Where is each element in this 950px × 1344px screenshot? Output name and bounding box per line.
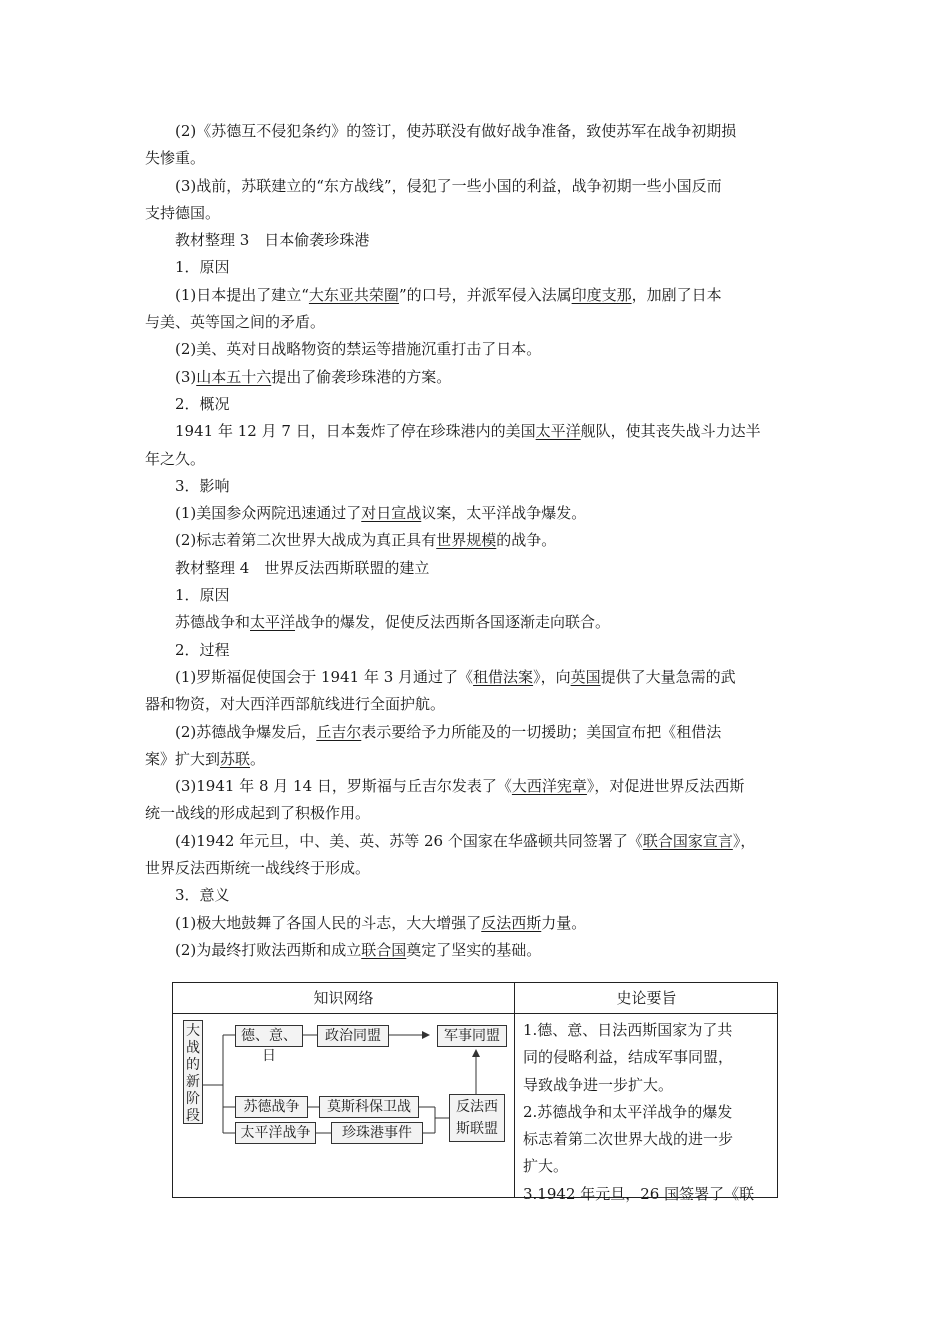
text-run: 提供了大量急需的武 [600,667,736,686]
text-run: 支持德国。 [145,203,221,222]
text-line [145,609,817,636]
text-run: (2)美、英对日战略物资的禁运等措施沉重打击了日本。 [175,340,542,359]
text-run: 1．原因 [175,258,230,277]
underlined-answer: 英国 [570,667,601,686]
text-line [145,555,817,582]
text-line [145,828,817,855]
text-line [145,882,817,909]
summary-line: 3.1942 年元旦，26 国签署了《联 [523,1184,755,1203]
text-line [145,937,817,964]
text-run: 世界反法西斯统一战线终于形成。 [145,859,371,878]
table-divider [514,983,515,1197]
text-line [145,773,817,800]
text-run: ，加剧了日本 [631,285,722,304]
underlined-answer: 太平洋 [535,422,581,441]
text-line [145,691,817,718]
summary-line: 2.苏德战争和太平洋战争的爆发 [523,1102,733,1121]
text-run: 战争的爆发，促使反法西斯各国逐渐走向联合。 [295,613,611,632]
text-run: 》，向 [533,667,571,686]
text-line [145,910,817,937]
text-line [145,282,817,309]
underlined-answer: 丘吉尔 [316,722,362,741]
text-run: 器和物资，对大西洋西部航线进行全面护航。 [145,695,446,714]
text-run: (4)1942 年元旦，中、美、英、苏等 26 个国家在华盛顿共同签署了《 [175,831,643,850]
text-line [145,418,817,445]
text-run: 议案，太平洋战争爆发。 [421,504,587,523]
text-run: 表示要给予力所能及的一切援助；美国宣布把《租借法 [361,722,722,741]
text-line [145,200,817,227]
text-line [145,500,817,527]
table-header-network: 知识网络 [313,989,374,1007]
diagram-box-moscow-defense: 莫斯科保卫战 [319,1096,419,1118]
text-run: 1941 年 12 月 7 日，日本轰炸了停在珍珠港内的美国 [175,422,536,441]
text-line [145,391,817,418]
text-run: 1．原因 [175,586,230,605]
summary-line: 同的侵略利益，结成军事同盟， [523,1048,734,1067]
knowledge-table [172,982,778,1203]
text-run: (1)美国参众两院迅速通过了 [175,504,362,523]
diagram-root: 大战的新阶段 [183,1020,203,1124]
text-line [145,637,817,664]
text-line [145,254,817,281]
diagram-box-anti-fascist-alliance: 反法西斯联盟 [449,1094,505,1142]
text-run: (1)罗斯福促使国会于 1941 年 3 月通过了《 [175,667,474,686]
text-line [145,364,817,391]
text-run: 的战争。 [496,531,557,550]
text-run: 2．过程 [175,640,230,659]
underlined-answer: 太平洋 [250,613,296,632]
text-run: 统一战线的形成起到了积极作用。 [145,804,371,823]
underlined-answer: 对日宣战 [361,504,422,523]
text-run: (2)标志着第二次世界大战成为真正具有 [175,531,437,550]
diagram-box-political-alliance: 政治同盟 [317,1025,389,1047]
text-run: 》，对促进世界反法西斯 [586,777,745,796]
text-run: (1)极大地鼓舞了各国人民的斗志，大大增强了 [175,913,482,932]
text-run: 2．概况 [175,394,230,413]
text-line [145,582,817,609]
text-line [145,118,817,145]
diagram-box-military-alliance: 军事同盟 [437,1025,507,1047]
text-line [145,527,817,554]
text-run: 教材整理 4 世界反法西斯联盟的建立 [175,558,430,577]
text-run: 奠定了坚实的基础。 [406,940,542,959]
underlined-answer: 苏联 [220,749,251,768]
text-line [145,336,817,363]
text-run: 失惨重。 [145,149,206,168]
text-run: 力量。 [541,913,587,932]
knowledge-network-diagram [173,1014,514,1198]
document-body [145,118,817,964]
text-line [145,173,817,200]
text-line [145,719,817,746]
text-run: 与美、英等国之间的矛盾。 [145,313,326,332]
underlined-answer: 租借法案 [473,667,534,686]
text-line [145,145,817,172]
summary-line: 标志着第二次世界大战的进一步 [523,1130,734,1149]
text-run: 舰队，使其丧失战斗力达半 [580,422,761,441]
underlined-answer: 世界规模 [436,531,497,550]
underlined-answer: 联合国家宣言 [642,831,733,850]
text-line [145,746,817,773]
underlined-answer: 大西洋宪章 [511,777,587,796]
text-run: ”的口号，并派军侵入法属 [398,285,572,304]
text-run: 苏德战争和 [175,613,251,632]
underlined-answer: 山本五十六 [196,367,272,386]
text-line [145,446,817,473]
summary-line: 扩大。 [523,1157,569,1176]
diagram-box-pearl-harbor: 珍珠港事件 [331,1122,423,1144]
text-run: (3)战前，苏联建立的“东方战线”，侵犯了一些小国的利益，战争初期一些小国反而 [175,176,722,195]
text-run: (2)苏德战争爆发后， [175,722,317,741]
text-run: (1)日本提出了建立“ [175,285,309,304]
text-line [145,309,817,336]
text-run: 3．意义 [175,886,230,905]
text-run: 年之久。 [145,449,206,468]
text-run: (3)1941 年 8 月 14 日，罗斯福与丘吉尔发表了《 [175,777,512,796]
diagram-box-soviet-german-war: 苏德战争 [235,1096,308,1118]
summary-line: 1.德、意、日法西斯国家为了共 [523,1021,733,1039]
text-run: 教材整理 3 日本偷袭珍珠港 [175,231,370,250]
diagram-box-pacific-war: 太平洋战争 [235,1122,316,1144]
underlined-answer: 印度支那 [571,285,632,304]
summary-line: 导致战争进一步扩大。 [523,1075,674,1094]
table-header-summary: 史论要旨 [616,989,677,1007]
text-line [145,473,817,500]
text-run: (2)为最终打败法西斯和成立 [175,940,362,959]
text-line [145,227,817,254]
text-line [145,664,817,691]
underlined-answer: 反法西斯 [481,913,542,932]
summary-cell [523,1017,773,1208]
text-run: (3) [175,367,197,386]
text-run: 案》扩大到 [145,749,221,768]
text-run: 3．影响 [175,476,230,495]
text-line [145,855,817,882]
diagram-box-axis: 德、意、日 [235,1025,303,1047]
text-line [145,800,817,827]
text-run: 提出了偷袭珍珠港的方案。 [271,367,452,386]
text-run: (2)《苏德互不侵犯条约》的签订，使苏联没有做好战争准备，致使苏军在战争初期损 [175,122,737,140]
text-run: 》， [732,831,756,850]
text-run: 。 [250,749,266,768]
underlined-answer: 联合国 [361,940,407,959]
underlined-answer: 大东亚共荣圈 [308,285,399,304]
